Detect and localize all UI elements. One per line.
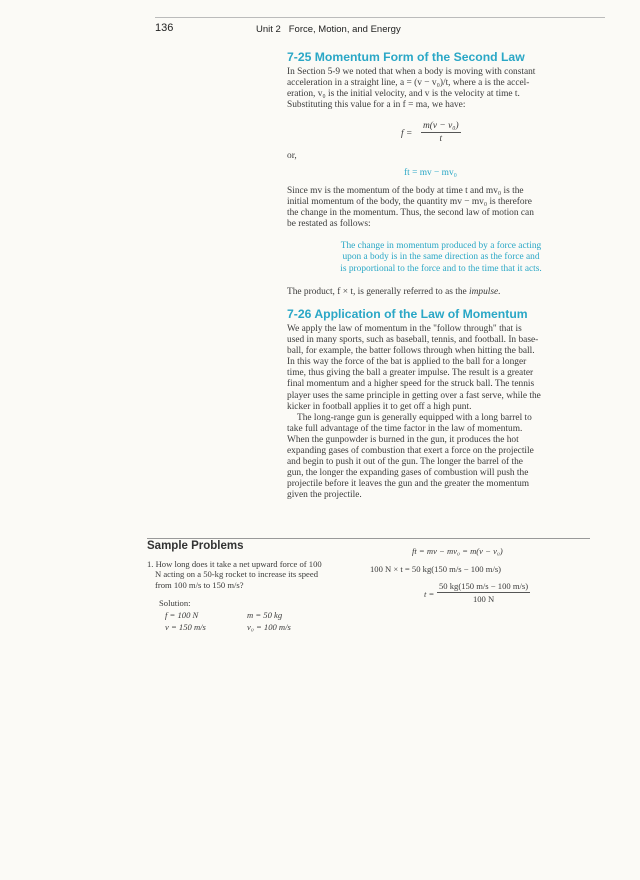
unit-label: Unit 2	[256, 24, 281, 35]
given-force: f = 100 N	[165, 610, 199, 620]
sample-problems-title: Sample Problems	[147, 540, 244, 552]
section-paragraph-2: Since mv is the momentum of the body at time t and mv₀ is the initial momentum of the body, the quantity mv − mv₀ is therefore the change in the momentum. Thus, the second law of motion can be restated as follows:	[287, 186, 534, 230]
page-number: 136	[155, 22, 174, 34]
work-equation-2: 100 N × t = 50 kg(150 m/s − 100 m/s)	[370, 564, 502, 574]
equation-impulse: ft = mv − mv₀	[404, 168, 457, 178]
header-rule	[155, 17, 605, 18]
work-equation-3-lhs: t =	[424, 589, 435, 599]
section-2-paragraph-1: We apply the law of momentum in the "follow through" that is used in many sports, such as baseball, tennis, and football. In base- ball, for example, the batter follows through when hitting the ball. In this way the force of the bat is applied to the ball for a longer time, thus giving the ball a greater impulse. The result is a greater final momentum and a higher speed for the struck ball. The tennis player uses the same principle in getting over a fast serve, while the kicker in football applies it to get off a high punt.	[287, 324, 541, 412]
impulse-line: The product, f × t, is generally referred to as the impulse.	[287, 287, 501, 297]
given-initial-velocity: v₀ = 100 m/s	[247, 622, 291, 632]
running-header	[256, 24, 401, 35]
equation-fraction: $\frac{\text{m(v − v₀)}}{t}$	[423, 121, 459, 144]
unit-title: Force, Motion, and Energy	[288, 24, 401, 35]
section-7-26	[287, 307, 591, 502]
section-paragraph: In Section 5-9 we noted that when a body is moving with constant acceleration in a straight line, a = (v − v₀)/t, where a is the accel- eration, v₀ is the initial velocity, and v is the velocity at time t. Substituting this value for a in f = ma, we have:	[287, 67, 536, 111]
section-2-paragraph-2: The long-range gun is generally equipped with a long barrel to take full advantage of the time factor in the law of momentum. When the gunpowder is burned in the gun, it produces the hot expanding gases of combustion that exert a force on the projectile and begin to push it out of the gun. The longer the barrel of the gun, the longer the expanding gases of combustion will push the projectile before it leaves the gun and the greater the momentum given the projectile.	[287, 412, 534, 501]
section-title: 7-25 Momentum Form of the Second Law	[287, 50, 525, 64]
work-equation-1: ft = mv − mv₀ = m(v − v₀)	[412, 546, 503, 556]
given-mass: m = 50 kg	[247, 610, 283, 620]
work-equation-3-fraction: $\frac{50 kg(150 m/s - 100 m/s)}{100 N}$	[439, 581, 529, 605]
section-title-2: 7-26 Application of the Law of Momentum	[287, 307, 528, 321]
solution-label: Solution:	[159, 598, 191, 608]
section-7-25	[287, 50, 591, 111]
impulse-term: impulse.	[469, 287, 501, 297]
equation-f-lhs: f =	[401, 129, 413, 139]
sample-problems-rule	[147, 538, 590, 539]
or-label: or,	[287, 151, 297, 161]
law-statement: The change in momentum produced by a force acting upon a body is in the same direction as the force and is proportional to the force and to the time that it acts.	[340, 241, 542, 274]
problem-1: 1. How long does it take a net upward force of 100 N acting on a 50-kg rocket to increase its speed from 100 m/s to 150 m/s?	[147, 559, 322, 590]
given-velocity: v = 150 m/s	[165, 622, 206, 632]
